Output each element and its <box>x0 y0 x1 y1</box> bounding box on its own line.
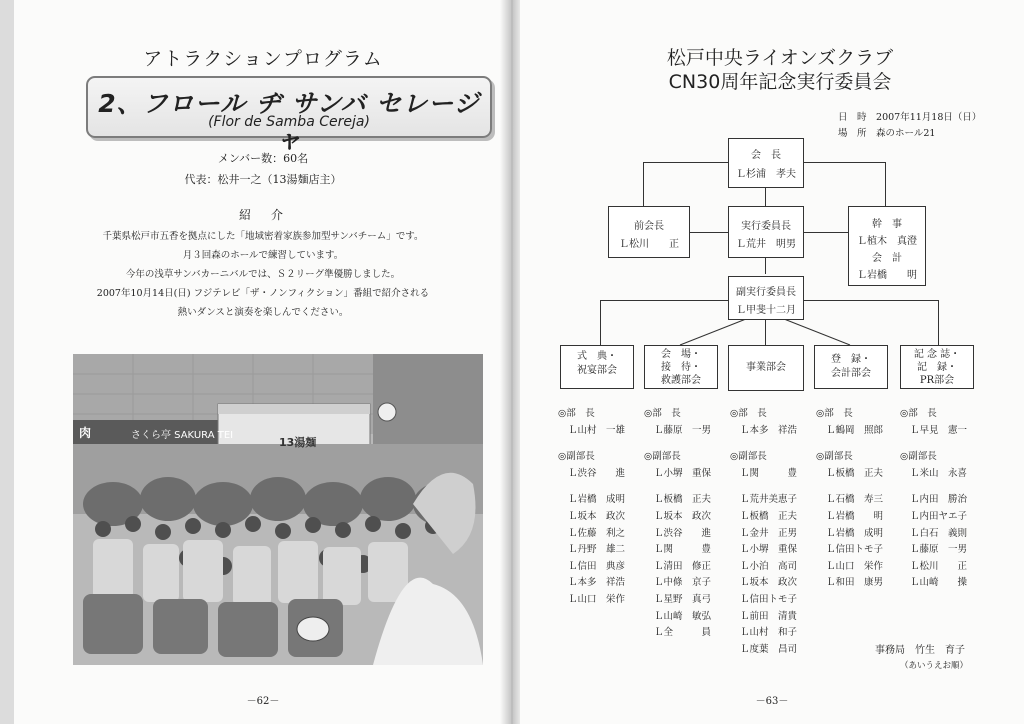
member-name: Ｌ藤原 一男 <box>910 544 968 556</box>
shop-sign-sakura: さくら亭 SAKURA TEI <box>131 430 234 441</box>
chief-label: ◎部 長 <box>816 408 853 419</box>
vice-label: ◎副部長 <box>558 451 595 463</box>
president-title: 会 長 <box>751 150 781 161</box>
vice-label: ◎副部長 <box>900 451 937 463</box>
vice-name: Ｌ板橋 正夫 <box>826 467 884 479</box>
president-name: Ｌ杉浦 孝夫 <box>736 169 796 180</box>
chief-name: Ｌ鶴岡 照郎 <box>826 424 884 436</box>
member-name: Ｌ小堺 重保 <box>740 544 798 556</box>
group-photo <box>73 354 483 665</box>
secretary-title: 幹 事 <box>872 219 902 230</box>
left-page <box>14 0 512 724</box>
intro-heading: 紹 介 <box>238 208 287 222</box>
member-name: Ｌ渋谷 進 <box>654 527 712 539</box>
member-name: Ｌ本多 祥浩 <box>568 577 626 589</box>
dept-venue-box: 会 場・ 接 待・ 救護部会 <box>644 345 718 389</box>
shop-sign-meat: 肉 <box>79 426 92 440</box>
group-photo-drawing <box>73 354 483 665</box>
chief-name: Ｌ藤原 一男 <box>654 424 712 436</box>
org-title-line1: 松戸中央ライオンズクラブ <box>666 47 894 69</box>
member-name: Ｌ関 豊 <box>654 544 712 556</box>
intro-line: 月３回森のホールで練習しています。 <box>182 250 344 261</box>
dept-business-box: 事業部会 <box>728 345 804 391</box>
vice-label: ◎副部長 <box>816 451 853 463</box>
intro-line: 熱いダンスと演奏を楽しんでください。 <box>177 307 349 318</box>
member-name: Ｌ山口 栄作 <box>826 560 884 572</box>
intro-text <box>14 227 512 322</box>
chief-label: ◎部 長 <box>644 408 681 419</box>
main-title: 2、フロール ヂ サンバ セレージャ <box>98 89 480 154</box>
right-page <box>520 0 1024 724</box>
chair-title: 実行委員長 <box>741 221 791 232</box>
vice-name: Ｌ渋谷 進 <box>568 467 626 479</box>
member-name: Ｌ佐藤 利之 <box>568 527 626 539</box>
dept-record-members <box>900 406 967 592</box>
intro-line: 2007年10月14日(日) フジテレビ「ザ・ノンフィクション」番組で紹介される <box>96 288 430 299</box>
member-name: Ｌ坂本 政次 <box>740 577 798 589</box>
chair-box <box>728 206 804 258</box>
member-name: Ｌ金井 正男 <box>740 527 798 539</box>
vice-name: Ｌ小堺 重保 <box>654 467 712 479</box>
place-label: 場 所 <box>838 128 867 139</box>
member-name: Ｌ荒井美恵子 <box>740 494 798 506</box>
member-name: Ｌ山口 栄作 <box>568 593 626 605</box>
member-name: Ｌ信田トモ子 <box>826 544 884 556</box>
chair-name: Ｌ荒井 明男 <box>736 239 796 250</box>
member-name: Ｌ坂本 政次 <box>654 510 712 522</box>
vice-name: Ｌ関 豊 <box>740 467 798 479</box>
vice-chair-name: Ｌ甲斐十二月 <box>736 305 796 316</box>
chief-name: Ｌ山村 一雄 <box>568 424 626 436</box>
page-number-63: －63－ <box>755 696 789 707</box>
member-name: Ｌ信田 典彦 <box>568 560 626 572</box>
member-name: Ｌ坂本 政次 <box>568 510 626 522</box>
member-name: Ｌ岩橋 成明 <box>568 494 626 506</box>
chief-name: Ｌ早見 憲一 <box>910 424 968 436</box>
member-name: Ｌ星野 真弓 <box>654 593 712 605</box>
member-name: Ｌ丹野 雄二 <box>568 544 626 556</box>
chief-label: ◎部 長 <box>558 408 595 419</box>
org-title-line2: CN30周年記念実行委員会 <box>668 71 892 93</box>
member-name: Ｌ内田 勝治 <box>910 494 968 506</box>
dept-venue-members <box>644 406 711 642</box>
dept-registration-members <box>816 406 883 592</box>
member-name: Ｌ松川 正 <box>910 560 968 572</box>
representative: 代表：松井一之（13湯麺店主） <box>184 173 342 186</box>
chief-name: Ｌ本多 祥浩 <box>740 424 798 436</box>
dept-ceremony-box: 式 典・ 祝宴部会 <box>560 345 634 389</box>
intro-line: 今年の浅草サンバカーニバルでは、Ｓ２リーグ準優勝しました。 <box>125 269 401 280</box>
program-title: アトラクションプログラム <box>143 48 383 70</box>
vice-label: ◎副部長 <box>730 451 767 463</box>
vice-label: ◎副部長 <box>644 451 681 463</box>
member-name: Ｌ岩橋 明 <box>826 510 884 522</box>
member-name: Ｌ前田 清貴 <box>740 610 798 622</box>
title-box <box>86 76 492 154</box>
member-name: Ｌ山村 和子 <box>740 627 798 639</box>
subtitle: (Flor de Samba Cereja) <box>208 114 370 130</box>
intro-line: 千葉県松戸市五香を拠点にした「地域密着家族参加型サンバチーム」です。 <box>102 231 424 242</box>
member-name: Ｌ山崎 敏弘 <box>654 610 712 622</box>
member-name: Ｌ和田 康男 <box>826 577 884 589</box>
date-label: 日 時 <box>838 112 867 123</box>
secretary-name: Ｌ植木 真澄 <box>857 236 917 247</box>
office-contact: 事務局 竹生 育子 <box>875 645 965 656</box>
member-name: Ｌ板橋 正夫 <box>654 494 712 506</box>
vice-chair-title: 副実行委員長 <box>736 287 796 298</box>
past-president-box <box>608 206 690 258</box>
chief-label: ◎部 長 <box>730 408 767 419</box>
member-name: Ｌ岩橋 成明 <box>826 527 884 539</box>
member-name: Ｌ白石 義則 <box>910 527 968 539</box>
page-number-62: －62－ <box>246 696 280 707</box>
dept-business-members <box>730 406 797 658</box>
past-president-title: 前会長 <box>634 221 664 232</box>
past-president-name: Ｌ松川 正 <box>619 239 679 250</box>
president-box <box>728 138 804 188</box>
treasurer-name: Ｌ岩橋 明 <box>857 270 917 281</box>
member-name: Ｌ石橋 寿三 <box>826 494 884 506</box>
member-count: メンバー数：60名 <box>217 152 309 165</box>
diagonal-connectors <box>520 0 1024 400</box>
secretary-box <box>848 206 926 286</box>
place-value: 森のホール21 <box>876 128 936 139</box>
dept-registration-box: 登 録・ 会計部会 <box>814 345 888 389</box>
member-name: Ｌ小泊 高司 <box>740 560 798 572</box>
member-name: Ｌ信田トモ子 <box>740 593 798 605</box>
member-name: Ｌ内田ヤエ子 <box>910 510 968 522</box>
sort-note: （あいうえお順） <box>900 661 969 671</box>
member-name: Ｌ度葉 昌司 <box>740 643 798 655</box>
member-name: Ｌ板橋 正夫 <box>740 510 798 522</box>
dept-record-box: 記 念 誌・ 記 録・ PR部会 <box>900 345 974 389</box>
treasurer-title: 会 計 <box>872 253 902 264</box>
member-name: Ｌ中條 京子 <box>654 577 712 589</box>
date-value: 2007年11月18日（日） <box>876 112 982 123</box>
shop-sign-13: 13湯麺 <box>279 436 317 449</box>
member-name: Ｌ全 員 <box>654 627 712 639</box>
member-name: Ｌ清田 修正 <box>654 560 712 572</box>
member-name: Ｌ山崎 操 <box>910 577 968 589</box>
dept-ceremony-members <box>558 406 625 609</box>
chief-label: ◎部 長 <box>900 408 937 419</box>
vice-name: Ｌ米山 永喜 <box>910 467 968 479</box>
vice-chair-box <box>728 276 804 320</box>
